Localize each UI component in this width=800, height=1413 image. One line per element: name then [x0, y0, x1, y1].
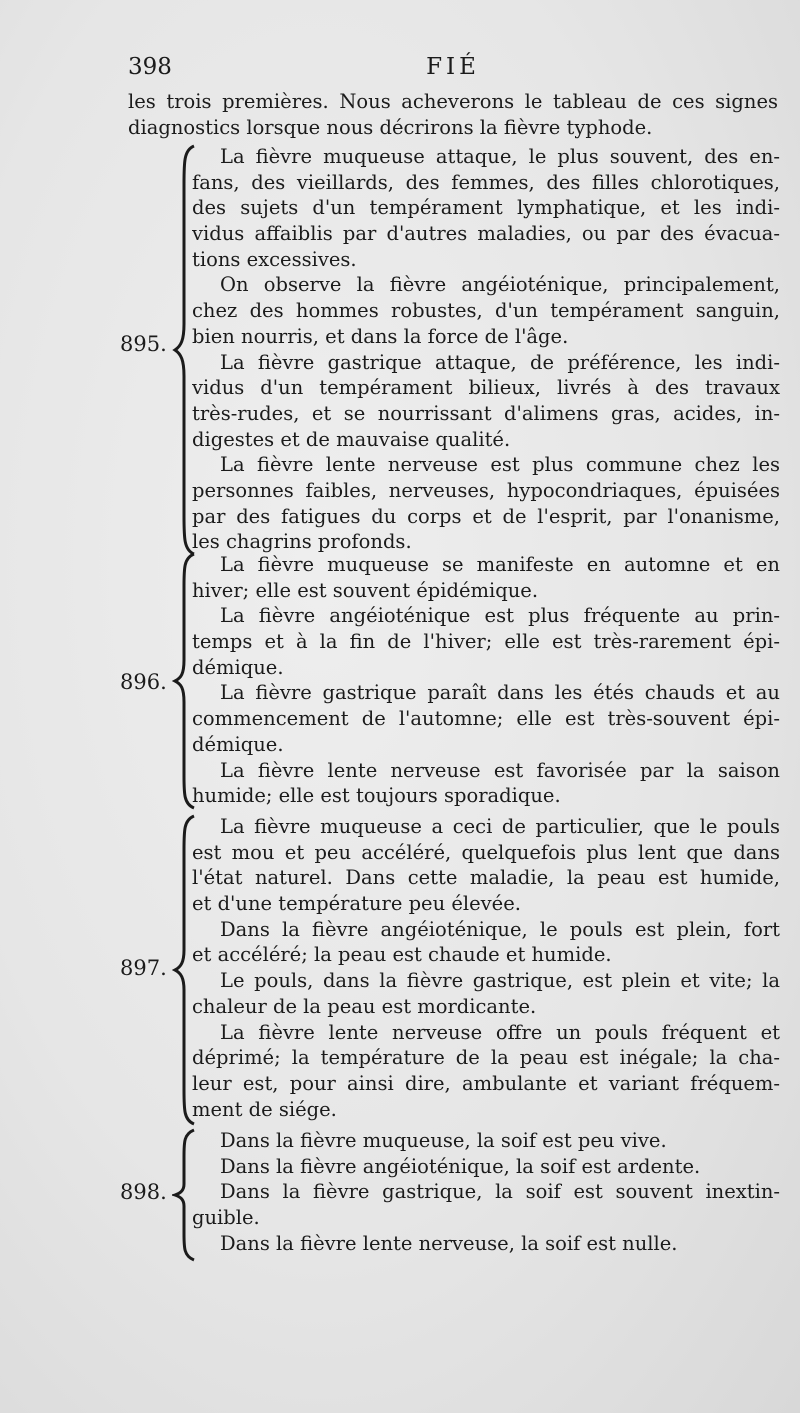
text-line: Dans la fièvre muqueuse, la soif est peu vive. [220, 1129, 667, 1152]
text-line: La fièvre muqueuse a ceci de particulier, que le pouls [220, 815, 780, 838]
text-line: hiver; elle est souvent épidémique. [192, 578, 539, 602]
section-895 [120, 144, 780, 556]
section-body [192, 144, 780, 555]
paragraph [192, 968, 780, 1019]
text-line: La fièvre muqueuse se manifeste en automne et en [220, 553, 780, 576]
running-head: FIÉ [426, 54, 480, 80]
text-line: des sujets d'un tempérament lymphatique, et les indi- [192, 196, 780, 220]
paragraph [192, 1179, 780, 1230]
text-line: chaleur de la peau est mordicante. [192, 994, 537, 1018]
section-body [192, 814, 780, 1122]
page-number: 398 [128, 54, 172, 80]
text-line: Dans la fièvre angéioténique, la soif est ardente. [220, 1154, 701, 1178]
text-line: La fièvre gastrique paraît dans les étés chauds et au [220, 681, 780, 705]
section-896 [120, 552, 780, 810]
section-body [192, 552, 780, 809]
text-line: et accéléré; la peau est chaude et humide. [192, 943, 612, 967]
text-line: digestes et de mauvaise qualité. [192, 427, 511, 451]
paragraph [192, 552, 780, 603]
text-line: les chagrins profonds. [192, 530, 412, 554]
paragraph [192, 917, 780, 968]
text-line: ment de siége. [192, 1097, 337, 1121]
section-898 [120, 1128, 780, 1262]
text-line: l'état naturel. Dans cette maladie, la peau est humide, [192, 866, 780, 890]
paragraph [192, 814, 780, 917]
text-line: et d'une température peu élevée. [192, 892, 521, 916]
text-line: les trois premières. Nous acheverons le tableau de ces signes [128, 90, 778, 113]
paragraph [192, 1020, 780, 1123]
paragraph [192, 144, 780, 272]
text-line: La fièvre muqueuse attaque, le plus souvent, des en- [220, 145, 780, 168]
text-line: vidus d'un tempérament bilieux, livrés à des travaux [192, 376, 780, 400]
text-line: La fièvre lente nerveuse offre un pouls fréquent et [220, 1020, 780, 1044]
text-line: Dans la fièvre gastrique, la soif est souvent inextin- [220, 1180, 780, 1204]
paragraph [192, 452, 780, 555]
text-line: est mou et peu accéléré, quelquefois plus lent que dans [192, 840, 780, 864]
section-number: 897. [120, 956, 167, 980]
text-line: La fièvre gastrique attaque, de préférence, les indi- [220, 350, 780, 374]
paragraph [192, 1128, 780, 1154]
text-line: Dans la fièvre lente nerveuse, la soif est nulle. [220, 1231, 678, 1255]
text-line: bien nourris, et dans la force de l'âge. [192, 324, 569, 348]
text-line: On observe la fièvre angéioténique, principalement, [220, 273, 780, 297]
text-line: démique. [192, 655, 284, 679]
text-line: leur est, pour ainsi dire, ambulante et variant fréquem- [192, 1071, 780, 1095]
text-line: tions excessives. [192, 247, 357, 271]
text-line: humide; elle est toujours sporadique. [192, 784, 561, 808]
paragraph [192, 1231, 780, 1257]
text-line: chez des hommes robustes, d'un tempérament sanguin, [192, 299, 780, 323]
paragraph [192, 1154, 780, 1180]
text-line: La fièvre lente nerveuse est plus commune chez les [220, 453, 780, 477]
text-line: diagnostics lorsque nous décrirons la fièvre typhode. [128, 115, 653, 139]
text-line: commencement de l'automne; elle est très-souvent épi- [192, 707, 780, 731]
paragraph [192, 603, 780, 680]
section-897 [120, 814, 780, 1126]
text-line: fans, des vieillards, des femmes, des filles chlorotiques, [192, 170, 780, 194]
section-body [192, 1128, 780, 1256]
intro-paragraph [128, 89, 778, 140]
paragraph [192, 680, 780, 757]
paragraph [192, 350, 780, 453]
text-line: Dans la fièvre angéioténique, le pouls est plein, fort [220, 917, 780, 941]
section-number: 895. [120, 332, 167, 356]
text-line: vidus affaiblis par d'autres maladies, ou par des évacua- [192, 222, 780, 246]
paragraph [192, 758, 780, 809]
text-line: temps et à la fin de l'hiver; elle est très-rarement épi- [192, 630, 780, 654]
text-line: personnes faibles, nerveuses, hypocondriaques, épuisées [192, 478, 780, 502]
text-line: déprimé; la température de la peau est inégale; la cha- [192, 1046, 780, 1070]
text-line: La fièvre lente nerveuse est favorisée par la saison [220, 758, 780, 782]
page-header [128, 54, 778, 84]
text-line: très-rudes, et se nourrissant d'alimens gras, acides, in- [192, 401, 780, 425]
text-line: guible. [192, 1206, 260, 1230]
text-line: La fièvre angéioténique est plus fréquente au prin- [220, 604, 780, 628]
text-line: démique. [192, 732, 284, 756]
text-line: par des fatigues du corps et de l'esprit, par l'onanisme, [192, 504, 780, 528]
section-number: 898. [120, 1180, 167, 1204]
text-line: Le pouls, dans la fièvre gastrique, est plein et vite; la [220, 969, 780, 993]
section-number: 896. [120, 670, 167, 694]
paragraph [192, 272, 780, 349]
